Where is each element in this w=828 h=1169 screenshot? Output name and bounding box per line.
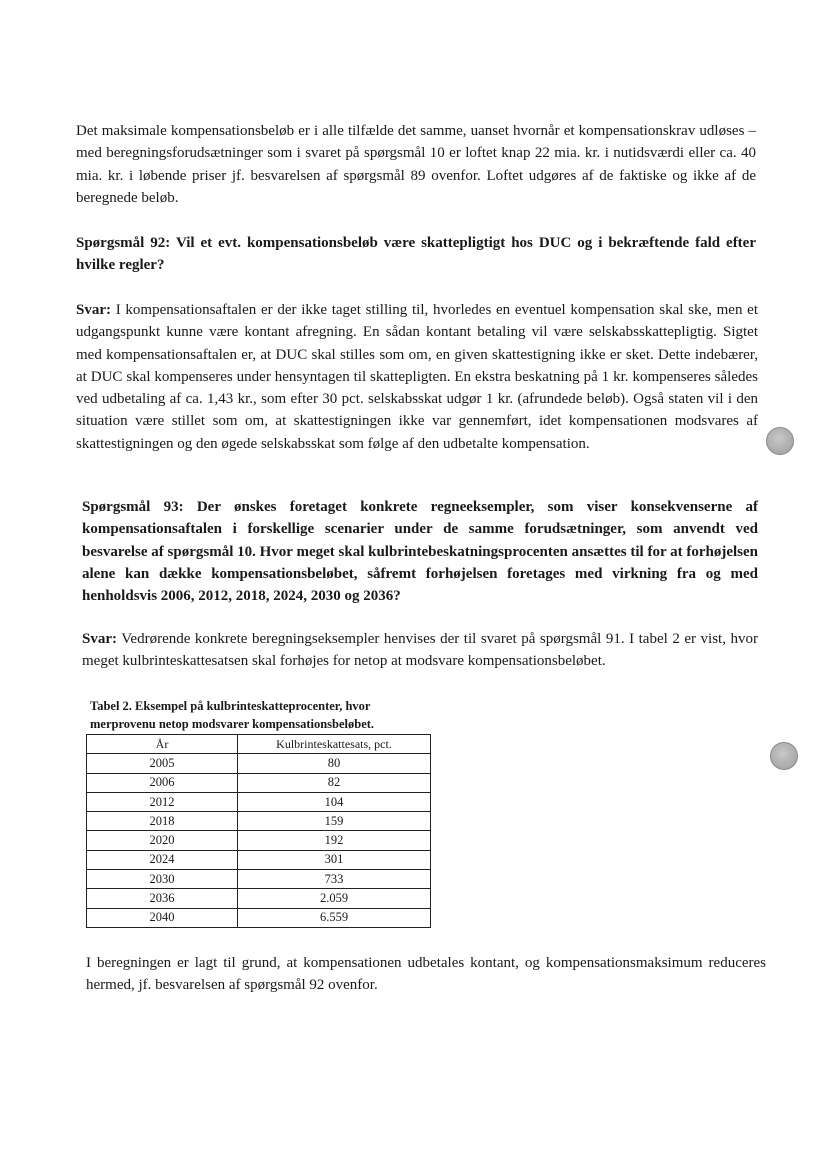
table-row xyxy=(87,908,431,927)
year-cell: 2006 xyxy=(87,773,238,792)
rate-cell: 192 xyxy=(238,831,431,850)
question-92-text: Spørgsmål 92: Vil et evt. kompensationsbeløb være skattepligtigt hos DUC og i bekræftende fald efter hvilke regler? xyxy=(76,235,756,274)
table-row xyxy=(87,870,431,889)
answer-92 xyxy=(76,299,758,455)
rate-cell: 82 xyxy=(238,773,431,792)
answer-93 xyxy=(82,628,758,673)
answer-92-text: I kompensationsaftalen er der ikke taget stilling til, hvorledes en eventuel kompensation skal ske, men et udgangspunkt kunne være kontant afregning. En sådan kontant betaling vil være selskabsskattepligtig. Sigtet med kompensationsaftalen er, at DUC skal stilles som om, en given skattestigning ikke er sket. Dette indebærer, at DUC skal kompenseres under hensyntagen til skattepligten. En ekstra beskatning på 1 kr. kompenseres således ved udbetaling af ca. 1,43 kr., som efter 30 pct. selskabsskat udgør 1 kr. (afrundede beløb). Også staten vil i den situation være stillet som om, at skattestigningen ikke var gennemført, idet kompensationen modsvares af skattestigningen og den øgede selskabsskat som følge af den udbetalte kompensation. xyxy=(76,302,758,452)
question-93 xyxy=(82,496,758,607)
question-92 xyxy=(76,232,756,277)
question-93-text: Spørgsmål 93: Der ønskes foretaget konkrete regneeksempler, som viser konsekvenserne af kompensationsaftalen i forskellige scenarier under de samme forudsætninger, som anvendt ved besvarelse af spørgsmål 10. Hvor meget skal kulbrintebeskatningsprocenten ansættes til for at forhøjelsen alene kan dække kompensationsbeløbet, såfremt forhøjelsen foretages med virkning fra og med henholdsvis 2006, 2012, 2018, 2024, 2030 og 2036? xyxy=(82,499,758,605)
year-cell: 2005 xyxy=(87,754,238,773)
rate-cell: 2.059 xyxy=(238,889,431,908)
year-cell: 2024 xyxy=(87,850,238,869)
table-header-rate: Kulbrinteskattesats, pct. xyxy=(238,735,431,754)
rate-cell: 159 xyxy=(238,812,431,831)
rate-cell: 301 xyxy=(238,850,431,869)
table-row xyxy=(87,831,431,850)
table-row xyxy=(87,754,431,773)
table-row xyxy=(87,850,431,869)
tax-rate-table xyxy=(86,734,431,928)
table-header-year: År xyxy=(87,735,238,754)
table-header-row xyxy=(87,735,431,754)
rate-cell: 6.559 xyxy=(238,908,431,927)
closing-paragraph xyxy=(86,952,766,997)
table-row xyxy=(87,812,431,831)
year-cell: 2036 xyxy=(87,889,238,908)
answer-92-lead: Svar: xyxy=(76,302,111,318)
rate-cell: 80 xyxy=(238,754,431,773)
closing-paragraph-text: I beregningen er lagt til grund, at kompensationen udbetales kontant, og kompensationsmaksimum reduceres hermed, jf. besvarelsen af spørgsmål 92 ovenfor. xyxy=(86,955,766,994)
table-row xyxy=(87,889,431,908)
table-caption: Tabel 2. Eksempel på kulbrinteskatteprocenter, hvor merprovenu netop modsvarer kompensationsbeløbet. xyxy=(90,699,375,731)
paragraph-compensation-limit xyxy=(76,120,756,209)
punch-hole-mark xyxy=(766,427,794,455)
rate-cell: 104 xyxy=(238,792,431,811)
year-cell: 2020 xyxy=(87,831,238,850)
rate-cell: 733 xyxy=(238,870,431,889)
punch-hole-mark xyxy=(770,742,798,770)
table-row xyxy=(87,792,431,811)
paragraph-text: Det maksimale kompensationsbeløb er i alle tilfælde det samme, uanset hvornår et kompensationskrav udløses – med beregningsforudsætninger som i svaret på spørgsmål 10 er loftet knap 22 mia. kr. i nutidsværdi eller ca. 40 mia. kr. i løbende priser jf. besvarelsen af spørgsmål 89 ovenfor. Loftet udgøres af de faktiske og ikke af de beregnede beløb. xyxy=(76,123,756,206)
year-cell: 2018 xyxy=(87,812,238,831)
year-cell: 2030 xyxy=(87,870,238,889)
answer-93-lead: Svar: xyxy=(82,631,117,647)
table-row xyxy=(87,773,431,792)
answer-93-text: Vedrørende konkrete beregningseksempler henvises der til svaret på spørgsmål 91. I tabel 2 er vist, hvor meget kulbrinteskattesatsen skal forhøjes for netop at modsvare kompensationsbeløbet. xyxy=(82,631,758,670)
year-cell: 2012 xyxy=(87,792,238,811)
year-cell: 2040 xyxy=(87,908,238,927)
